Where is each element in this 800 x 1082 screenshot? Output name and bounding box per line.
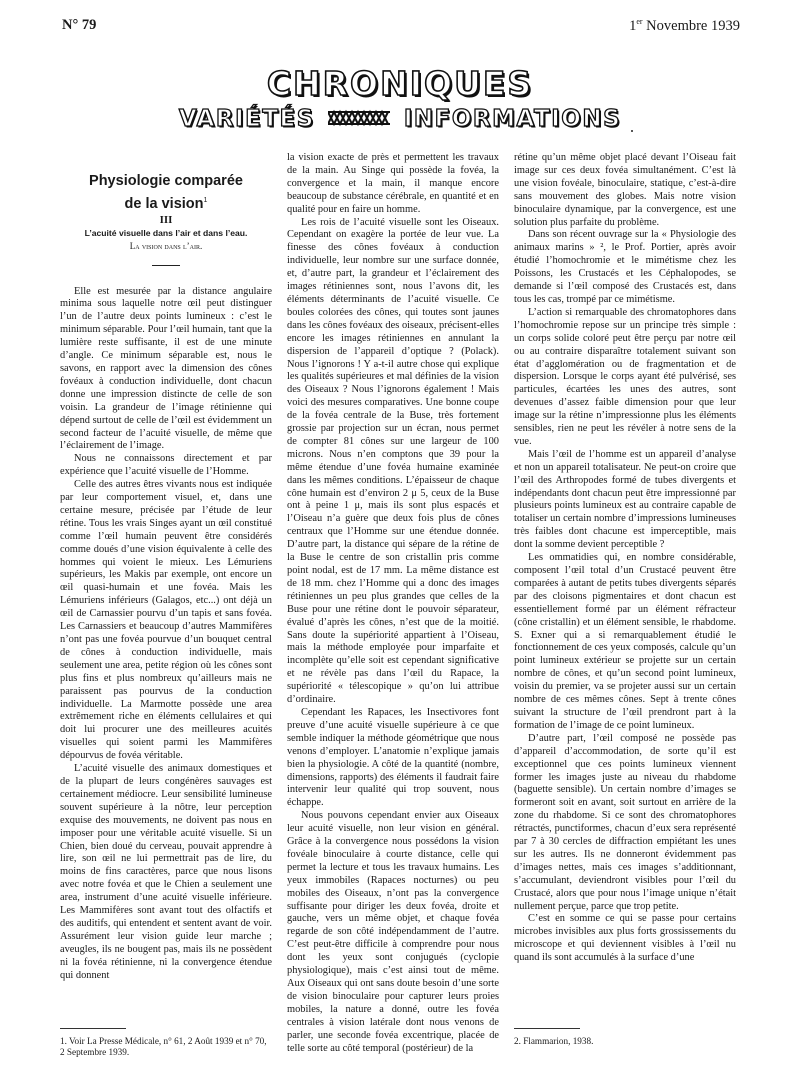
column-2 (287, 152, 499, 1055)
section-title: L’acuité visuelle dans l’air et dans l’eau. (84, 227, 248, 238)
footnote-rule (514, 1028, 580, 1029)
paragraph: la vision exacte de près et permettent les travaux de la main. Au Singe qui possède la fovéa, la convergence et la main, il manque encore beaucoup de substance cérébrale, en quantité et en qualité pour en faire un homme. (287, 152, 499, 215)
decorative-dot (631, 130, 633, 132)
article-title: Physiologie comparée de la vision$^1$ (89, 173, 243, 212)
issue-number: N° 79 (62, 17, 97, 33)
paragraph: Celle des autres êtres vivants nous est indiquée par leur comportement visuel, et, dans une certaine mesure, précisée par l’étude de leur rétine. Tous les vrais Singes ayant un œil constitué comme l’œil humain peuvent être considérés comme doués d’une vision équivalente à celle des hommes qui voient le mieux. Les Lémuriens supérieurs, les Makis par exemple, ont encore un œil quasi-humain et une fovéa. Mais les Lémuriens inférieurs (Galagos, etc...) ont déjà un œil de Carnassier pourvu d’un tapis et sans fovéa. Les Carnassiers et beaucoup d’autres Mammifères n’ont pas une fovéa pourvue d’un bouquet central de cônes à conduction individuelle, mais seulement une area, petite région où les cônes sont plus fins et plus nombreux qu’ailleurs mais ne paraissent pas pourvus de la conduction individuelle. La Marmotte possède une area extrêmement riche en éléments cellulaires et qui doit lui procurer une des meilleures acuités visuelles qui soient parmi les Mammifères dépourvus de fovéa véritable. (60, 479, 272, 762)
footnote-2: 2. Flammarion, 1938. (514, 1036, 594, 1046)
column-3 (514, 152, 736, 965)
section-divider (152, 265, 180, 266)
paragraph: Elle est mesurée par la distance angulaire minima sous laquelle notre œil peut distinguer l’un de l’autre deux points lumineux : c’est le minimum séparable. Pour l’œil humain, tant que la lumière reste suffisante, il est de une minute d’angle. Ce minimum séparable est, nous le savons, en rapport avec la dimension des cônes fovéaux à conduction individuelle, dont chacun donne une impression distincte de celle de son voisin. La grandeur de l’image rétinienne qui dépend surtout de celle de l’œil est évidemment un second facteur de l’acuité visuelle, de même que l’éclairement de l’image. (60, 285, 272, 452)
paragraph: Dans son récent ouvrage sur la « Physiologie des animaux marins » ², le Prof. Portier, après avoir étudié l’homochromie et le mimétisme chez les Poissons, les Crustacés et les Céphalopodes, se demande si l’œil composé des Crustacés est, dans tous les cas, trompé par ce mimétisme. (514, 229, 736, 305)
footnote-rule (60, 1028, 126, 1029)
ornament-icon (328, 108, 390, 128)
issue-date: 1er Novembre 1939 (629, 17, 740, 34)
paragraph: Nous ne connaissons directement et par expérience que l’acuité visuelle de l’Homme. (60, 453, 272, 478)
paragraph: Cependant les Rapaces, les Insectivores font preuve d’une acuité visuelle supérieure à ce que semble indiquer la méthode géométrique que nous venons d’employer. L’anatomie n’explique jamais bien la physiologie. A côté de la quantité (nombre, dimensions, rapports) des éléments il faudrait faire intervenir leur qualité qui trop souvent, nous échappe. (287, 706, 499, 809)
paragraph: Les ommatidies qui, en nombre considérable, composent l’œil total d’un Crustacé peuvent être comparées à autant de petits tubes divergents séparés par des cloisons pigmentaires et dont chacun est essentiellement formé par un élément réfracteur (cône cristallin) et un élément sensible, le rhabdome. S. Exner qui a si remarquablement étudié le fonctionnement de ces yeux composés, calcule qu’un point lumineux extérieur se projette sur un certain nombre de cônes, et qu’un second point lumineux, voisin du premier, va se projeter aussi sur un certain nombre de ces mêmes cônes. Sept à trente cônes suivant la structure de l’œil prendront part à la formation de l’image de ce point lumineux. (514, 552, 736, 731)
masthead-title: CHRONIQUES (266, 64, 534, 103)
paragraph: C’est en somme ce qui se passe pour certains microbes invisibles aux plus forts grossissements du microscope et qui deviennent visibles à l’œil nu quand ils sont accumulés à la surface d’une (514, 913, 736, 964)
paragraph: D’autre part, l’œil composé ne possède pas d’appareil d’accommodation, de sorte qu’il est exceptionnel que ces points lumineux viennent former les images juste au niveau du rhabdome (baguette sensible). Un certain nombre d’images se formeront soit en avant, soit surtout en arrière de la zone du rhabdome. Si ce sont des chromatophores rétractés, punctiformes, chacun d’eux sera représenté par 7 à 30 cercles de diffraction empiétant les unes sur les autres. Ils ne donneront évidemment pas d’images nettes, mais ces images s’additionnant, s’accumulant, deviendront visibles pour l’œil du Crustacé, alors que pour nous l’image unique n’était nullement perçue, parce que trop petite. (514, 732, 736, 912)
paragraph: Mais l’œil de l’homme est un appareil d’analyse et non un appareil totalisateur. Ne peut-on croire que l’œil des Arthropodes formé de tubes divergents et indépendants dont chacun peut être impressionné par plusieurs points lumineux est au contraire capable de totaliser un certain nombre d’impressions lumineuses très faibles dont chacune est imperceptible, mais dont la somme devient perceptible ? (514, 448, 736, 551)
masthead-subtitle (0, 106, 800, 132)
paragraph: L’action si remarquable des chromatophores dans l’homochromie repose sur un principe très simple : un corps solide coloré peut être perçu par notre œil ou au contraire disparaître totalement suivant son état d’agglomération ou de fragmentation et de dispersion. Lorsque le corps ayant été pulvérisé, ses particules, écartées les unes des autres, sont devenues d’assez faible dimension pour que leur image sur la rétine n’impressionne plus les éléments sensibles, rien ne peut les révéler à notre sens de la vue. (514, 306, 736, 447)
masthead-left-word: VARIÉTÉS (178, 106, 315, 132)
paragraph: Nous pouvons cependant envier aux Oiseaux leur acuité visuelle, non leur vision en général. Grâce à la convergence nous possédons la vision fovéale binoculaire à courte distance, celle qui permet la lecture et tous les travaux humains. Les yeux immobiles (Rapaces nocturnes) ou peu mobiles des Oiseaux, n’ont pas la convergence suffisante pour diriger les deux fovéa, droite et gauche, vers un même objet, et chaque fovéa regarde de son côté indépendamment de l’autre. C’est peut-être difficile à comprendre pour nous dont les yeux sont conjugués (cyclopie physiologique), mais c’est ainsi tout de même. Aux Oiseaux qui ont sans doute besoin d’une sorte de vision binoculaire pour capturer leurs proies mobiles, la nature a donné, outre les fovéa centrales à vision latérale dont nous venons de parler, une seconde fovéa excentrique, placée de telle sorte au côté temporal (postérieur) de la (287, 810, 499, 1054)
paragraph: L’acuité visuelle des animaux domestiques et de la plupart de leurs congénères sauvages est certainement médiocre. Leur sensibilité lumineuse souvent supérieure à la nôtre, leur perception exquise des mouvements, ne doivent pas nous en imposer pour une véritable acuité visuelle. Si un Chien, bien doué du cerveau, pouvait apprendre à lire, son œil ne lui permettrait pas de lire, du moins de fins caractères, parce que nous lisons avec notre fovéa et que le Chien a seulement une area, instrument d’une acuité visuelle inférieure. Les Mammifères sont avant tout des olfactifs et des auditifs, qui entendent et sentent avant de voir. Assurément leur vision guide leur marche ; aveugles, ils ne bougent pas, mais ils ne possèdent ni la fovéa rétinienne, ni la convergence étendue qui donnent (60, 763, 272, 981)
masthead-right-word: INFORMATIONS (403, 106, 622, 132)
footnote-1: 1. Voir La Presse Médicale, n° 61, 2 Août 1939 et n° 70, 2 Septembre 1939. (60, 1036, 267, 1057)
section-subtitle: La vision dans l’air. (129, 240, 203, 251)
paragraph: Les rois de l’acuité visuelle sont les Oiseaux. Cependant on exagère la portée de leur vue. La finesse des cônes fovéaux à conduction individuelle, leur nombre sur une surface donnée, et, d’autre part, la grandeur et l’éclairement des images rétiniennes sont, nous l’avons dit, les éléments déterminants de l’acuité visuelle. Ce boules colorées des cônes, qui toutes sont jaunes dans les cônes fovéaux des oiseaux, précisent-elles encore les images rétiniennes en annulant la dispersion de l’appareil d’optique ? (Polack). Nous l’ignorons ! Y a-t-il autre chose qui explique les qualités supérieures et mal définies de la vision des Oiseaux ? Nous l’ignorons également ! Mais voici des mesures comparatives. Une bonne coupe de la fovéa centrale de la Buse, très fortement grossie par projection sur un écran, nous permet de compter 81 cônes sur une largeur de 100 microns. Nous n’en comptons que 39 pour la même étendue d’une fovéa humaine examinée dans les mêmes conditions. L’épaisseur de chaque cône humain est d’environ 2 μ 5, ceux de la Buse ont à peine 1 μ, mais ils sont plus espacés et l’Oiseau n’a guère que deux fois plus de cônes centraux que l’Homme sur une étendue donnée. D’autre part, la distance qui sépare de la rétine de la Buse le centre de son cristallin pris comme point nodal, est de 17 mm. La même distance est de 18 mm. chez l’Homme qui a donc des images rétiniennes un peu plus grandes que celles de la Buse pour une rétine dont le pouvoir séparateur, évalué d’après les cônes, n’est que de la moitié. Sans doute la supériorité appartient à l’Oiseau, mais la méthode employée pour imparfaite et incomplète qu’elle soit est cependant significative et ne révèle pas dans l’œil du Rapace, la supériorité « télescopique » qu’on lui attribue d’ordinaire. (287, 216, 499, 706)
paragraph: rétine qu’un même objet placé devant l’Oiseau fait image sur ces deux fovéa simultanément. C’est là une vision fovéale, binoculaire, statique, c’est-à-dire sans mouvement des globes. Mais notre vision binoculaire dynamique, par la convergence, est une solution plus parfaite du problème. (514, 152, 736, 228)
column-1 (60, 172, 272, 982)
part-number: III (159, 213, 173, 226)
